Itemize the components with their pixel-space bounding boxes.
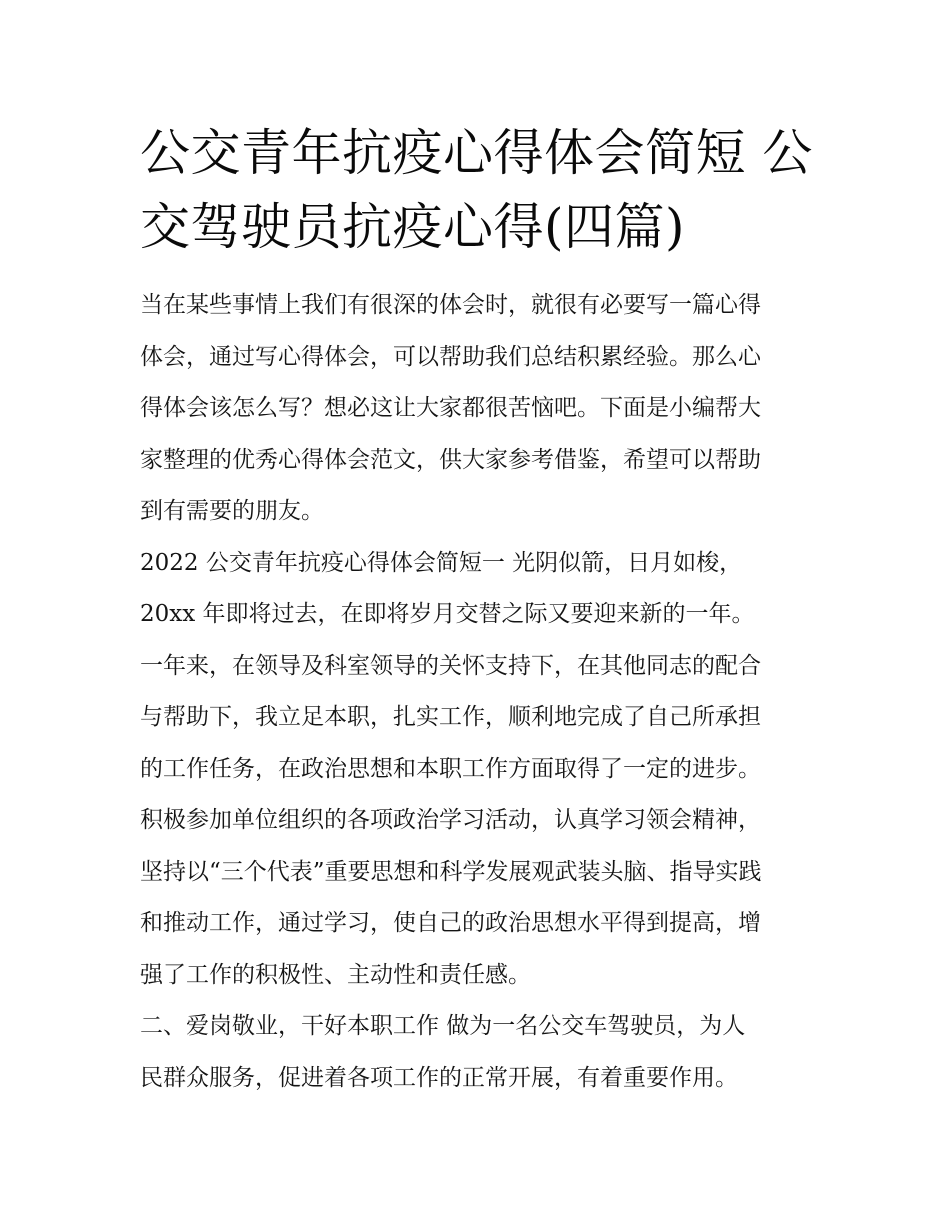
title-line: 公交青年抗疫心得体会简短 公	[140, 124, 813, 182]
text-line: 到有需要的朋友。	[140, 498, 324, 524]
intro-paragraph	[140, 280, 820, 538]
section-two-paragraph	[140, 1001, 820, 1104]
text-line: 当在某些事情上我们有很深的体会时，就很有必要写一篇心得	[140, 292, 761, 318]
text-line: 民群众服务，促进着各项工作的正常开展，有着重要作用。	[140, 1064, 738, 1091]
text-line: 坚持以“三个代表”重要思想和科学发展观武装头脑、指导实践	[140, 858, 762, 885]
text-line: 积极参加单位组织的各项政治学习活动，认真学习领会精神，	[140, 807, 761, 833]
text-line: 家整理的优秀心得体会范文，供大家参考借鉴，希望可以帮助	[140, 446, 761, 473]
text-line: 与帮助下，我立足本职，扎实工作，顺利地完成了自己所承担	[140, 704, 761, 730]
document-body	[140, 280, 820, 1104]
text-line: 一年来，在领导及科室领导的关怀支持下，在其他同志的配合	[140, 652, 761, 679]
text-line: 二、爱岗敬业，干好本职工作 做为一名公交车驾驶员，为人	[140, 1013, 746, 1039]
text-line: 和推动工作，通过学习，使自己的政治思想水平得到提高，增	[140, 910, 761, 936]
text-line: 20xx 年即将过去，在即将岁月交替之际又要迎来新的一年。	[140, 601, 755, 627]
document-title	[140, 116, 820, 264]
text-line: 的工作任务，在政治思想和本职工作方面取得了一定的进步。	[140, 755, 761, 782]
text-line: 2022 公交青年抗疫心得体会简短一 光阴似箭，日月如梭，	[140, 549, 743, 576]
title-line: 交驾驶员抗疫心得(四篇)	[140, 198, 686, 256]
text-line: 体会，通过写心得体会，可以帮助我们总结积累经验。那么心	[140, 343, 761, 370]
section-one-paragraph	[140, 538, 820, 1002]
text-line: 得体会该怎么写？想必这让大家都很苦恼吧。下面是小编帮大	[140, 395, 761, 421]
text-line: 强了工作的积极性、主动性和责任感。	[140, 961, 531, 988]
